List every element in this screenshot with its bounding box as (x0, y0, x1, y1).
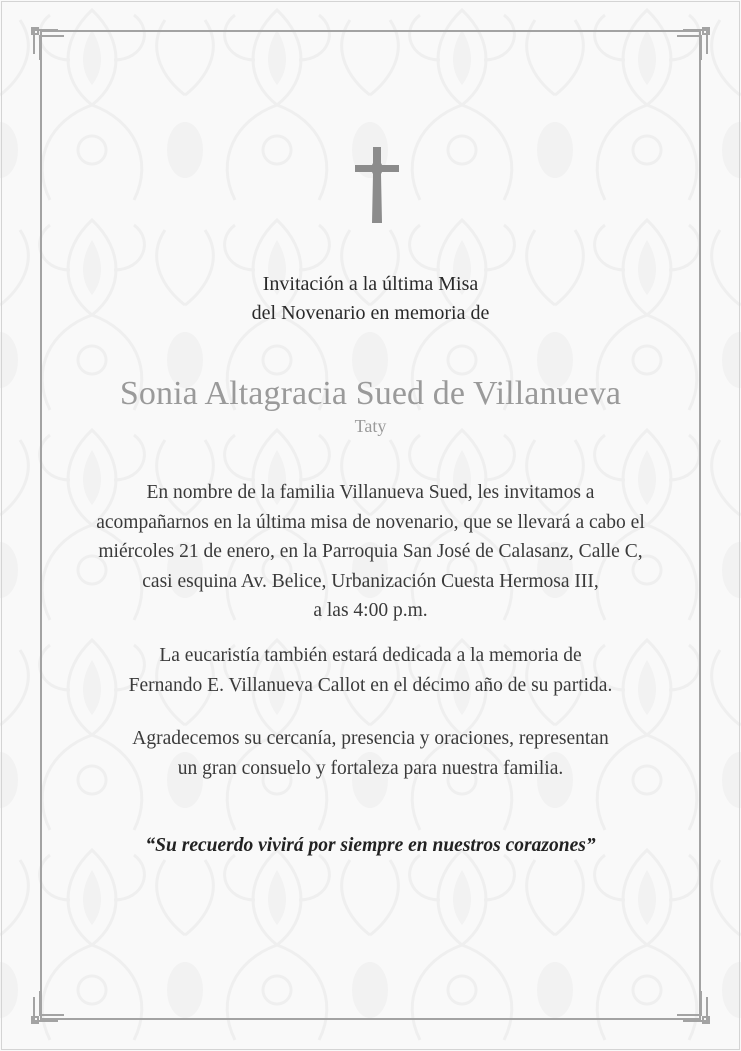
frame-corner-ornament-icon (30, 991, 64, 1025)
frame-corner-ornament-icon (677, 26, 711, 60)
frame-corner-ornament-icon (30, 26, 64, 60)
memorial-quote: “Su recuerdo vivirá por siempre en nuestros corazones” (145, 835, 596, 856)
heading-line: del Novenario en memoria de (251, 302, 490, 324)
paragraph-line: En nombre de la familia Villanueva Sued, les invitamos a (146, 482, 595, 503)
frame-corner-ornament-icon (677, 991, 711, 1025)
paragraph-line: Agradecemos su cercanía, presencia y oraciones, representan (132, 728, 609, 749)
paragraph-line: acompañarnos en la última misa de novenario, que se llevará a cabo el (96, 511, 645, 533)
deceased-name: Sonia Altagracia Sued de Villanueva (119, 375, 622, 412)
invitation-heading (40, 270, 701, 328)
latin-cross-icon (355, 147, 399, 223)
paragraph-line: casi esquina Av. Belice, Urbanización Cuesta Hermosa III, (142, 570, 599, 592)
paragraph-line: La eucaristía también estará dedicada a la memoria de (159, 645, 582, 666)
deceased-nickname: Taty (354, 416, 387, 436)
paragraph-line: miércoles 21 de enero, en la Parroquia San José de Calasanz, Calle C, (98, 541, 643, 562)
paragraph-line: un gran consuelo y fortaleza para nuestra familia. (177, 757, 564, 779)
thanks-paragraph (40, 724, 701, 783)
invitation-paragraph (40, 478, 701, 626)
paragraph-line: a las 4:00 p.m. (313, 600, 428, 621)
dedication-paragraph (40, 641, 701, 700)
paragraph-line: Fernando E. Villanueva Callot en el décimo año de su partida. (128, 674, 613, 696)
heading-line: Invitación a la última Misa (262, 273, 479, 295)
